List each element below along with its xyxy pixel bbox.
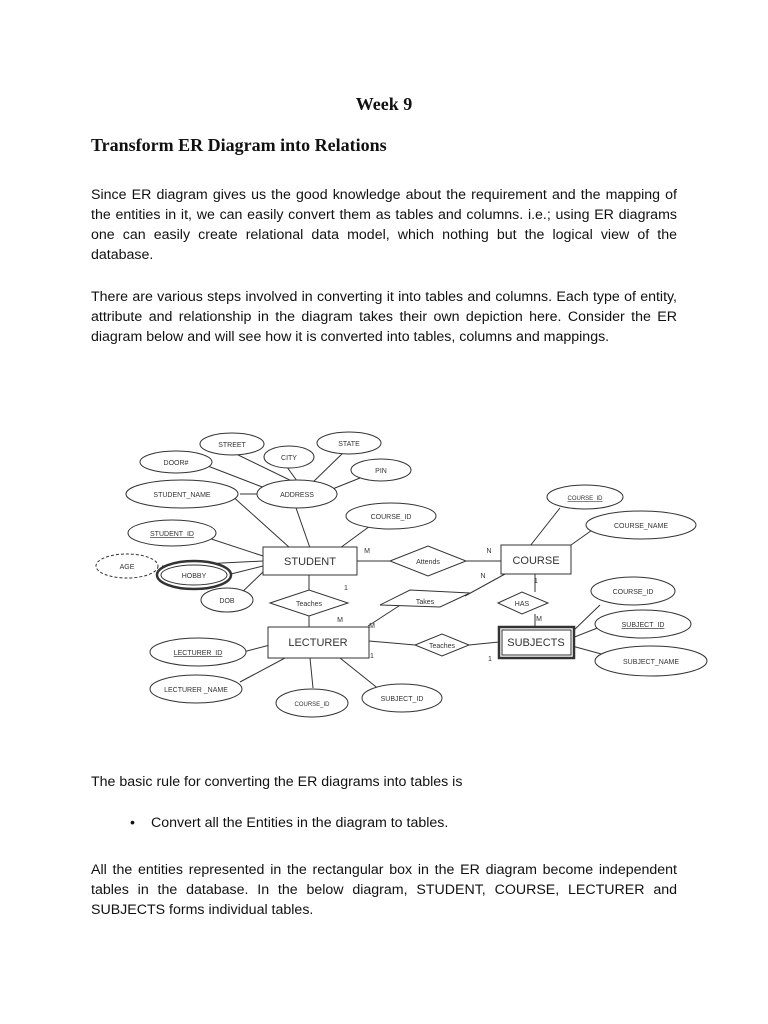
rel-attends-label: Attends [416, 559, 440, 566]
attr-course-course-id-label: COURSE_ID [567, 496, 603, 502]
bullet-text: Convert all the Entities in the diagram to tables. [151, 815, 449, 831]
card-attends-student: M [364, 548, 370, 555]
attr-subjects-course-id-label: COURSE_ID [612, 589, 654, 596]
attr-course-name-label: COURSE_NAME [613, 523, 669, 530]
attr-dob-label: DOB [219, 598, 235, 605]
attr-door-label: DOOR# [163, 460, 189, 467]
rel-has-label: HAS [514, 601, 530, 608]
attr-lecturer-id-label: LECTURER_ID [173, 650, 223, 657]
entities-paragraph: All the entities represented in the rectangular box in the ER diagram become independent tables in the database. In the below diagram, STUDENT, COURSE, LECTURER and SUBJECTS forms individual tables. [91, 862, 677, 918]
attr-lecturer-subject-id-label: SUBJECT_ID [380, 696, 424, 703]
attr-subject-id-label: SUBJECT_ID [621, 622, 665, 629]
entity-subjects-label: SUBJECTS [507, 637, 565, 649]
attr-student-name-label: STUDENT_NAME [153, 492, 211, 499]
rel-takes-label: Takes [415, 599, 435, 606]
er-diagram [95, 420, 725, 730]
rule-paragraph: The basic rule for converting the ER diagrams into tables is [91, 774, 463, 790]
attr-lecturer-name-label: LECTURER _NAME [164, 687, 228, 694]
attr-age-label: AGE [119, 564, 135, 571]
bullet-dot-icon: • [130, 815, 135, 831]
attr-lecturer-course-id-label: COURSE_ID [294, 702, 330, 708]
attr-pin-label: PIN [375, 468, 387, 475]
card-teaches-lecturer: M [337, 617, 343, 624]
card-attends-course: N [486, 548, 492, 555]
attr-address-label: ADDRESS [280, 492, 314, 499]
card-has-subjects: M [536, 616, 542, 623]
card-takes-lecturer: M [369, 623, 375, 630]
section-heading: Transform ER Diagram into Relations [91, 135, 387, 155]
card-has-course: 1 [534, 578, 538, 585]
card-teaches-lecturer-side: 1 [370, 653, 374, 660]
attr-subject-name-label: SUBJECT_NAME [622, 659, 680, 666]
intro-paragraph: Since ER diagram gives us the good knowledge about the requirement and the mapping of the entities in it, we can easily convert them as tables and columns. i.e.; using ER diagrams one can easily create relational data model, which nothing but the logical view of the database. [91, 187, 677, 263]
entity-lecturer-label: LECTURER [288, 637, 348, 649]
card-teaches-subjects-side: 1 [488, 656, 492, 663]
steps-paragraph: There are various steps involved in converting it into tables and columns. Each type of entity, attribute and relationship in the diagram takes their own depiction here. Consider the ER diagram below and will see how it is converted into tables, columns and mappings. [91, 289, 677, 345]
attr-street-label: STREET [218, 442, 246, 449]
rel-teaches-student-label: Teaches [295, 601, 323, 608]
attr-state-label: STATE [338, 441, 360, 448]
entity-student-label: STUDENT [284, 556, 336, 568]
attr-student-id-label: STUDENT_ID [150, 531, 194, 538]
attr-hobby-label: HOBBY [181, 573, 207, 580]
card-takes-course: N [480, 573, 486, 580]
attr-student-course-id-label: COURSE_ID [370, 514, 412, 521]
attr-city-label: CITY [281, 455, 297, 462]
page-title: Week 9 [355, 94, 413, 114]
rel-teaches-subjects-label: Teaches [428, 643, 456, 650]
card-teaches-student: 1 [344, 585, 348, 592]
entity-course-label: COURSE [512, 555, 560, 567]
